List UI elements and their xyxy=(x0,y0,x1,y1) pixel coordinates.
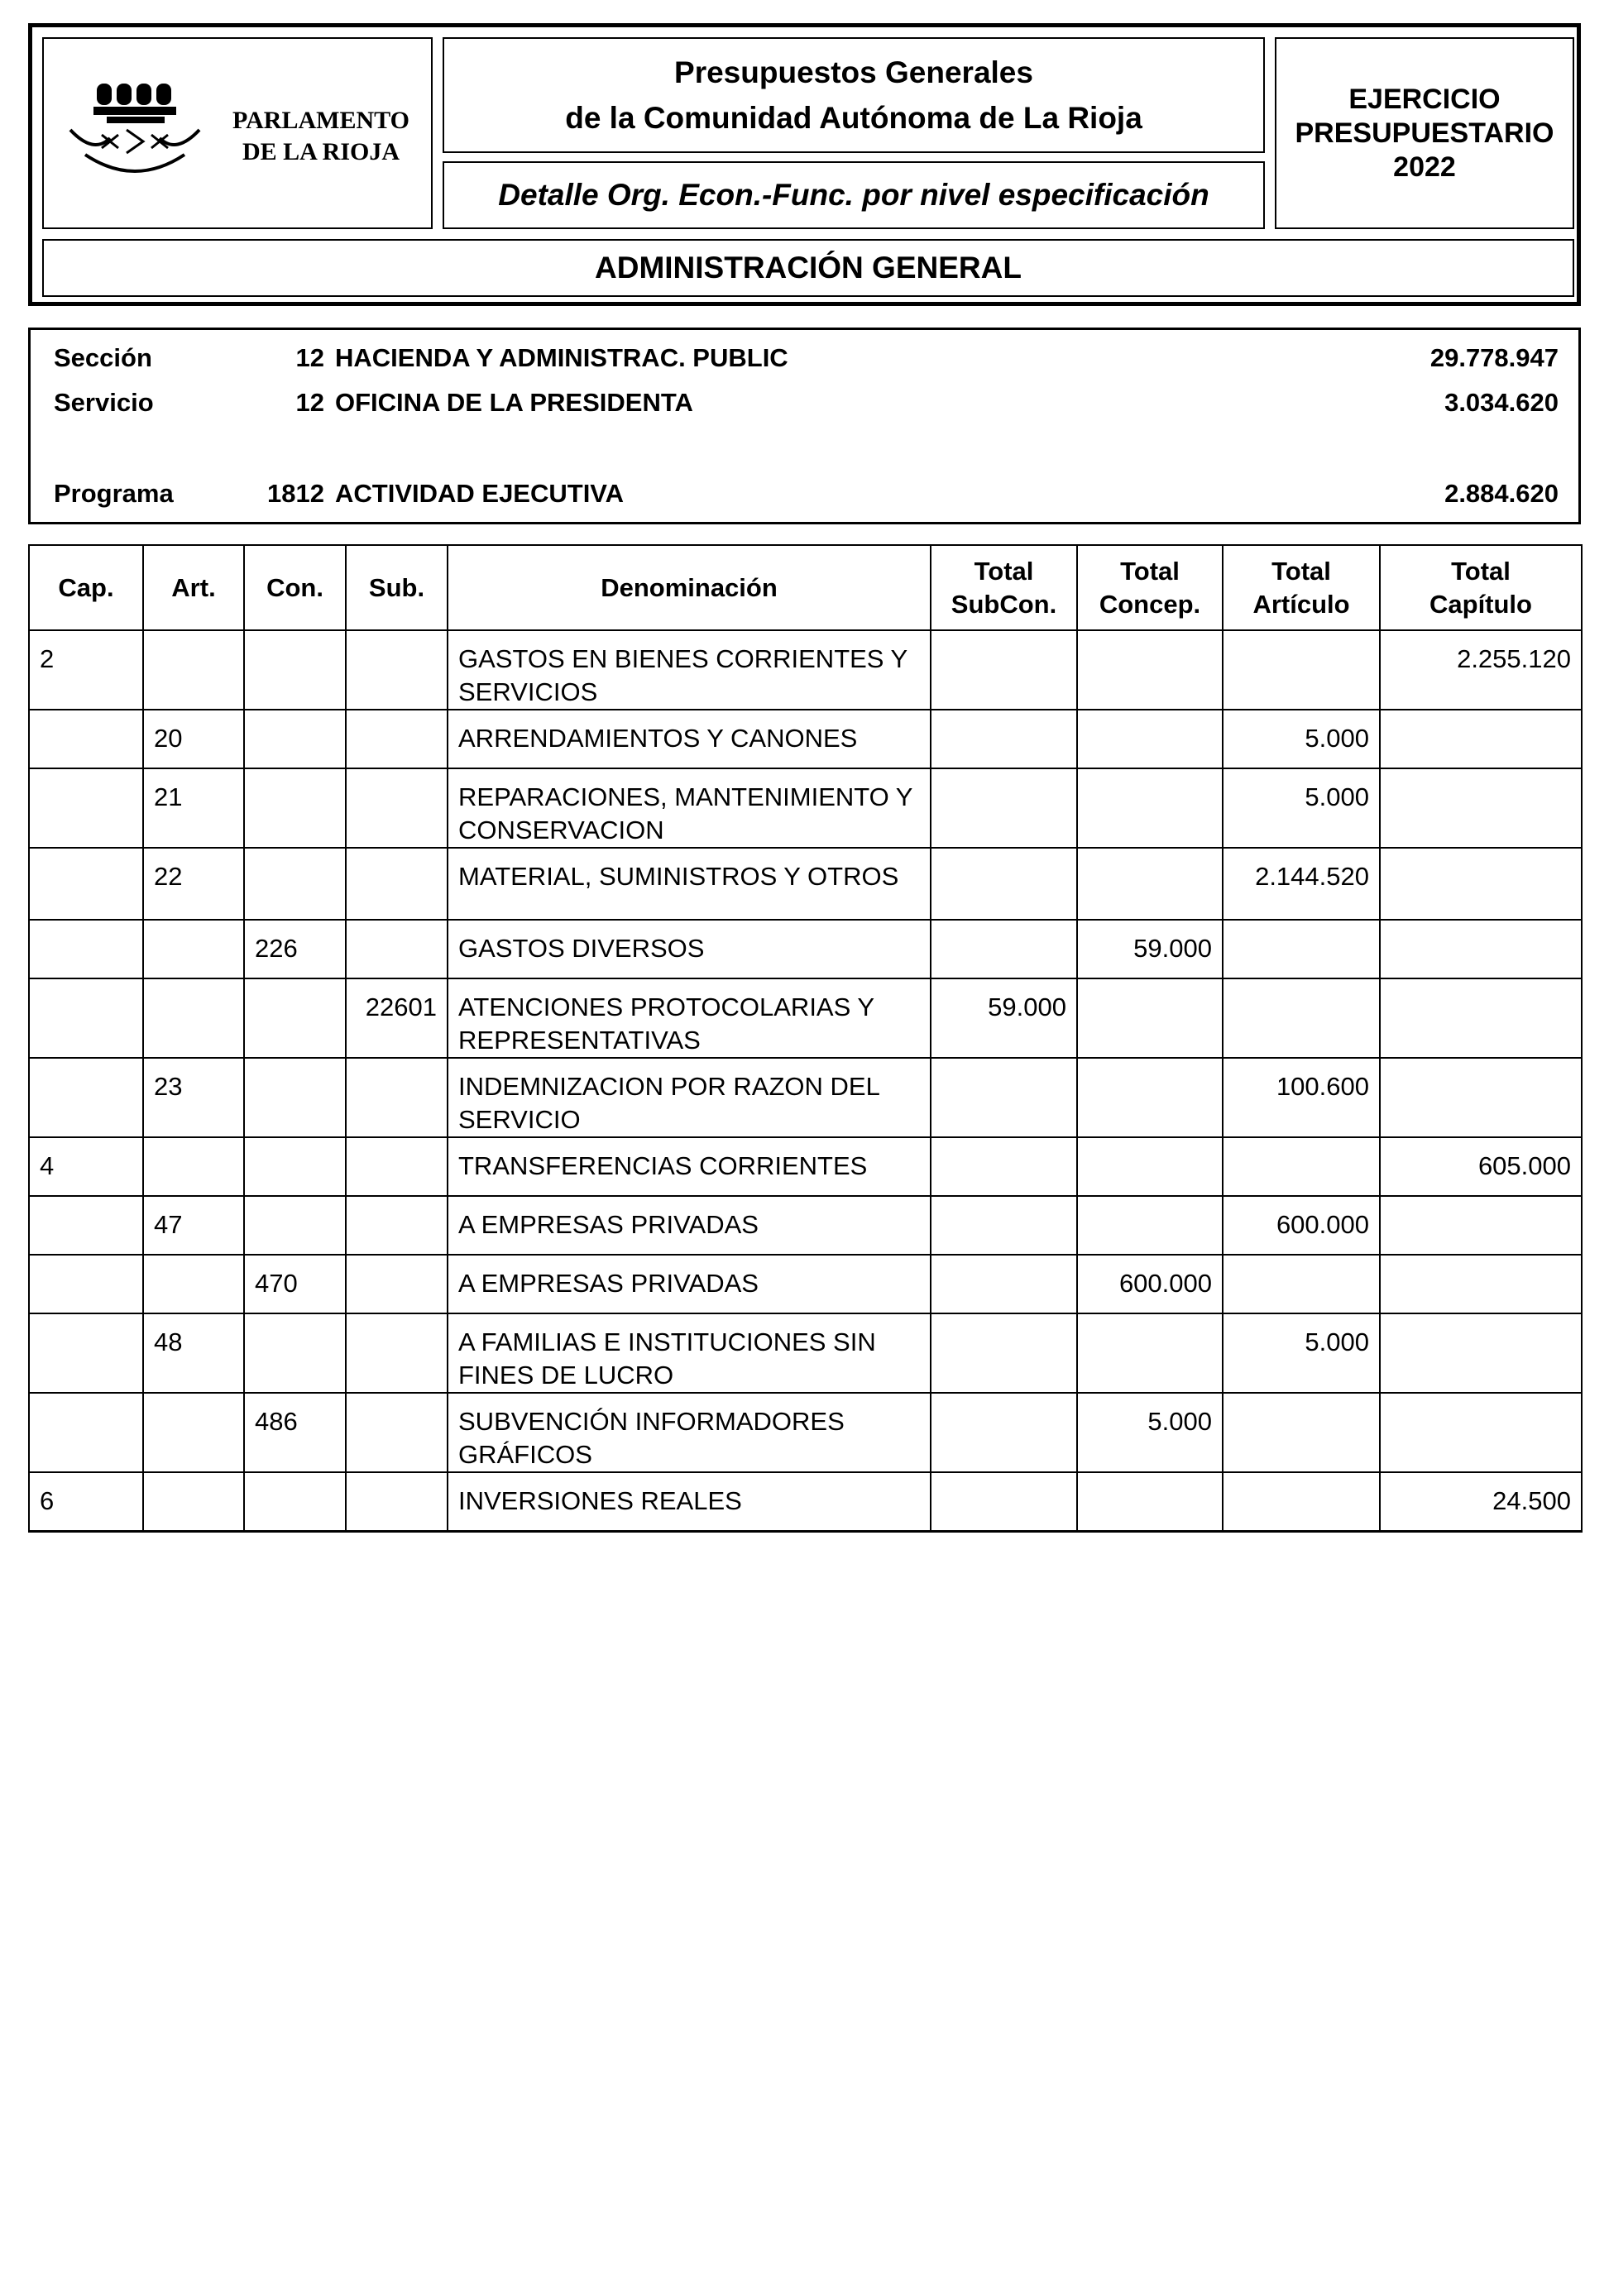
table-row xyxy=(29,630,1582,710)
cell-cap xyxy=(29,978,143,1058)
cell-denominacion: A FAMILIAS E INSTITUCIONES SIN FINES DE LUCRO xyxy=(448,1313,931,1393)
cell-cap xyxy=(29,710,143,768)
cell-total-subcon xyxy=(931,1313,1077,1393)
cell-total-capitulo xyxy=(1380,1196,1582,1255)
header-sub: Sub. xyxy=(346,545,448,630)
cell-total-capitulo xyxy=(1380,920,1582,978)
cell-total-subcon xyxy=(931,1255,1077,1313)
info-code: 1812 xyxy=(267,479,324,508)
table-row xyxy=(29,978,1582,1058)
cell-total-capitulo xyxy=(1380,710,1582,768)
logo-panel xyxy=(42,37,433,229)
cell-total-capitulo xyxy=(1380,1058,1582,1137)
cell-total-capitulo xyxy=(1380,1313,1582,1393)
cell-total-subcon xyxy=(931,848,1077,920)
cell-denominacion: GASTOS DIVERSOS xyxy=(448,920,931,978)
org-name-line1: PARLAMENTO xyxy=(232,107,409,134)
cell-total-articulo: 600.000 xyxy=(1223,1196,1380,1255)
org-name-line2: DE LA RIOJA xyxy=(242,138,400,165)
year-value: 2022 xyxy=(1393,151,1456,183)
info-code: 12 xyxy=(295,388,324,417)
cell-total-articulo: 100.600 xyxy=(1223,1058,1380,1137)
cell-cap xyxy=(29,1058,143,1137)
cell-total-articulo xyxy=(1223,1393,1380,1472)
cell-denominacion: A EMPRESAS PRIVADAS xyxy=(448,1196,931,1255)
cell-total-capitulo: 24.500 xyxy=(1380,1472,1582,1531)
cell-total-concep xyxy=(1077,710,1223,768)
title-panel xyxy=(443,37,1265,153)
cell-con xyxy=(244,978,346,1058)
cell-con xyxy=(244,1058,346,1137)
cell-cap xyxy=(29,920,143,978)
cell-total-capitulo xyxy=(1380,1393,1582,1472)
info-description: HACIENDA Y ADMINISTRAC. PUBLIC xyxy=(335,343,788,372)
header-total-articulo: Total Artículo xyxy=(1223,545,1380,630)
cell-sub xyxy=(346,1472,448,1531)
cell-total-concep xyxy=(1077,1137,1223,1196)
cell-total-articulo xyxy=(1223,1137,1380,1196)
cell-denominacion: MATERIAL, SUMINISTROS Y OTROS xyxy=(448,848,931,920)
cell-sub xyxy=(346,1058,448,1137)
cell-art: 47 xyxy=(143,1196,244,1255)
cell-denominacion: ARRENDAMIENTOS Y CANONES xyxy=(448,710,931,768)
cell-con xyxy=(244,630,346,710)
cell-sub xyxy=(346,710,448,768)
cell-art: 23 xyxy=(143,1058,244,1137)
cell-art xyxy=(143,630,244,710)
cell-total-articulo: 2.144.520 xyxy=(1223,848,1380,920)
cell-con xyxy=(244,1313,346,1393)
cell-sub xyxy=(346,768,448,848)
info-code: 12 xyxy=(295,343,324,372)
cell-con xyxy=(244,1472,346,1531)
header-cap: Cap. xyxy=(29,545,143,630)
cell-cap: 4 xyxy=(29,1137,143,1196)
table-row xyxy=(29,1255,1582,1313)
table-row xyxy=(29,710,1582,768)
cell-denominacion: SUBVENCIÓN INFORMADORES GRÁFICOS xyxy=(448,1393,931,1472)
cell-art xyxy=(143,1255,244,1313)
info-row-seccion xyxy=(31,342,1578,375)
info-description: ACTIVIDAD EJECUTIVA xyxy=(335,479,625,508)
cell-con: 470 xyxy=(244,1255,346,1313)
cell-art: 20 xyxy=(143,710,244,768)
cell-total-concep xyxy=(1077,978,1223,1058)
cell-total-subcon xyxy=(931,1058,1077,1137)
cell-sub xyxy=(346,630,448,710)
info-description: OFICINA DE LA PRESIDENTA xyxy=(335,388,693,417)
header-total-concep: Total Concep. xyxy=(1077,545,1223,630)
cell-cap xyxy=(29,1313,143,1393)
header-denominacion: Denominación xyxy=(448,545,931,630)
budget-info-block xyxy=(28,328,1581,524)
cell-art xyxy=(143,1472,244,1531)
header-total-capitulo: Total Capítulo xyxy=(1380,545,1582,630)
info-row-servicio xyxy=(31,386,1578,419)
cell-sub xyxy=(346,920,448,978)
cell-art xyxy=(143,978,244,1058)
header-con: Con. xyxy=(244,545,346,630)
cell-total-subcon xyxy=(931,710,1077,768)
info-label: Servicio xyxy=(54,388,154,417)
cell-total-concep: 5.000 xyxy=(1077,1393,1223,1472)
cell-sub xyxy=(346,1137,448,1196)
organization-name xyxy=(218,105,424,168)
cell-total-capitulo xyxy=(1380,1255,1582,1313)
cell-con: 486 xyxy=(244,1393,346,1472)
budget-table xyxy=(28,544,1583,1533)
subtitle: Detalle Org. Econ.-Func. por nivel especificación xyxy=(498,178,1209,212)
cell-total-capitulo: 605.000 xyxy=(1380,1137,1582,1196)
document-header xyxy=(28,23,1581,306)
cell-total-concep xyxy=(1077,630,1223,710)
info-amount: 2.884.620 xyxy=(1444,479,1559,508)
cell-denominacion: INDEMNIZACION POR RAZON DEL SERVICIO xyxy=(448,1058,931,1137)
cell-sub xyxy=(346,1393,448,1472)
table-row xyxy=(29,848,1582,920)
cell-total-subcon xyxy=(931,1393,1077,1472)
parliament-logo xyxy=(60,72,218,196)
cell-total-subcon xyxy=(931,920,1077,978)
cell-total-subcon xyxy=(931,768,1077,848)
header-art: Art. xyxy=(143,545,244,630)
cell-art xyxy=(143,920,244,978)
cell-cap xyxy=(29,768,143,848)
cell-art: 48 xyxy=(143,1313,244,1393)
table-row xyxy=(29,1313,1582,1393)
cell-denominacion: REPARACIONES, MANTENIMIENTO Y CONSERVACION xyxy=(448,768,931,848)
cell-con xyxy=(244,768,346,848)
cell-con xyxy=(244,1196,346,1255)
cell-total-subcon xyxy=(931,1472,1077,1531)
table-row xyxy=(29,768,1582,848)
cell-cap: 6 xyxy=(29,1472,143,1531)
cell-total-articulo: 5.000 xyxy=(1223,1313,1380,1393)
cell-total-concep xyxy=(1077,1058,1223,1137)
cell-total-subcon: 59.000 xyxy=(931,978,1077,1058)
cell-con: 226 xyxy=(244,920,346,978)
table-body xyxy=(29,630,1582,1531)
cell-cap xyxy=(29,1255,143,1313)
cell-sub xyxy=(346,1255,448,1313)
cell-con xyxy=(244,710,346,768)
cell-total-concep xyxy=(1077,1472,1223,1531)
cell-total-articulo xyxy=(1223,1255,1380,1313)
section-title: ADMINISTRACIÓN GENERAL xyxy=(595,251,1022,285)
table-row xyxy=(29,1058,1582,1137)
cell-cap xyxy=(29,1393,143,1472)
cell-art xyxy=(143,1137,244,1196)
cell-denominacion: A EMPRESAS PRIVADAS xyxy=(448,1255,931,1313)
info-amount: 29.778.947 xyxy=(1429,343,1559,372)
title-line1: Presupuestos Generales xyxy=(674,55,1033,89)
cell-total-capitulo: 2.255.120 xyxy=(1380,630,1582,710)
cell-total-capitulo xyxy=(1380,848,1582,920)
cell-total-subcon xyxy=(931,1137,1077,1196)
cell-total-articulo xyxy=(1223,1472,1380,1531)
cell-total-articulo xyxy=(1223,978,1380,1058)
table-row xyxy=(29,1472,1582,1531)
fiscal-year-panel xyxy=(1275,37,1574,229)
cell-total-concep xyxy=(1077,768,1223,848)
cell-art: 22 xyxy=(143,848,244,920)
info-row-programa xyxy=(31,477,1578,510)
info-amount: 3.034.620 xyxy=(1444,388,1559,417)
info-label: Programa xyxy=(54,479,174,508)
table-row xyxy=(29,920,1582,978)
cell-art xyxy=(143,1393,244,1472)
cell-cap xyxy=(29,848,143,920)
cell-con xyxy=(244,1137,346,1196)
cell-cap: 2 xyxy=(29,630,143,710)
cell-art: 21 xyxy=(143,768,244,848)
table-header-row xyxy=(29,545,1582,630)
cell-sub xyxy=(346,1313,448,1393)
table-row xyxy=(29,1393,1582,1472)
cell-sub xyxy=(346,848,448,920)
cell-total-capitulo xyxy=(1380,768,1582,848)
table-row xyxy=(29,1137,1582,1196)
cell-denominacion: TRANSFERENCIAS CORRIENTES xyxy=(448,1137,931,1196)
cell-total-articulo: 5.000 xyxy=(1223,768,1380,848)
cell-total-concep xyxy=(1077,1196,1223,1255)
year-line2: PRESUPUESTARIO xyxy=(1295,117,1554,149)
cell-cap xyxy=(29,1196,143,1255)
title-line2: de la Comunidad Autónoma de La Rioja xyxy=(565,101,1142,135)
cell-total-concep: 59.000 xyxy=(1077,920,1223,978)
cell-total-articulo xyxy=(1223,920,1380,978)
subtitle-panel xyxy=(443,161,1265,229)
cell-total-concep xyxy=(1077,848,1223,920)
table-row xyxy=(29,1196,1582,1255)
cell-total-articulo: 5.000 xyxy=(1223,710,1380,768)
cell-total-concep xyxy=(1077,1313,1223,1393)
cell-total-concep: 600.000 xyxy=(1077,1255,1223,1313)
year-line1: EJERCICIO xyxy=(1348,83,1501,115)
cell-denominacion: GASTOS EN BIENES CORRIENTES Y SERVICIOS xyxy=(448,630,931,710)
cell-total-subcon xyxy=(931,1196,1077,1255)
cell-total-articulo xyxy=(1223,630,1380,710)
section-title-panel xyxy=(42,239,1574,297)
cell-con xyxy=(244,848,346,920)
info-label: Sección xyxy=(54,343,152,372)
cell-total-subcon xyxy=(931,630,1077,710)
header-total-subcon: Total SubCon. xyxy=(931,545,1077,630)
cell-denominacion: ATENCIONES PROTOCOLARIAS Y REPRESENTATIVAS xyxy=(448,978,931,1058)
cell-total-capitulo xyxy=(1380,978,1582,1058)
cell-denominacion: INVERSIONES REALES xyxy=(448,1472,931,1531)
cell-sub: 22601 xyxy=(346,978,448,1058)
cell-sub xyxy=(346,1196,448,1255)
